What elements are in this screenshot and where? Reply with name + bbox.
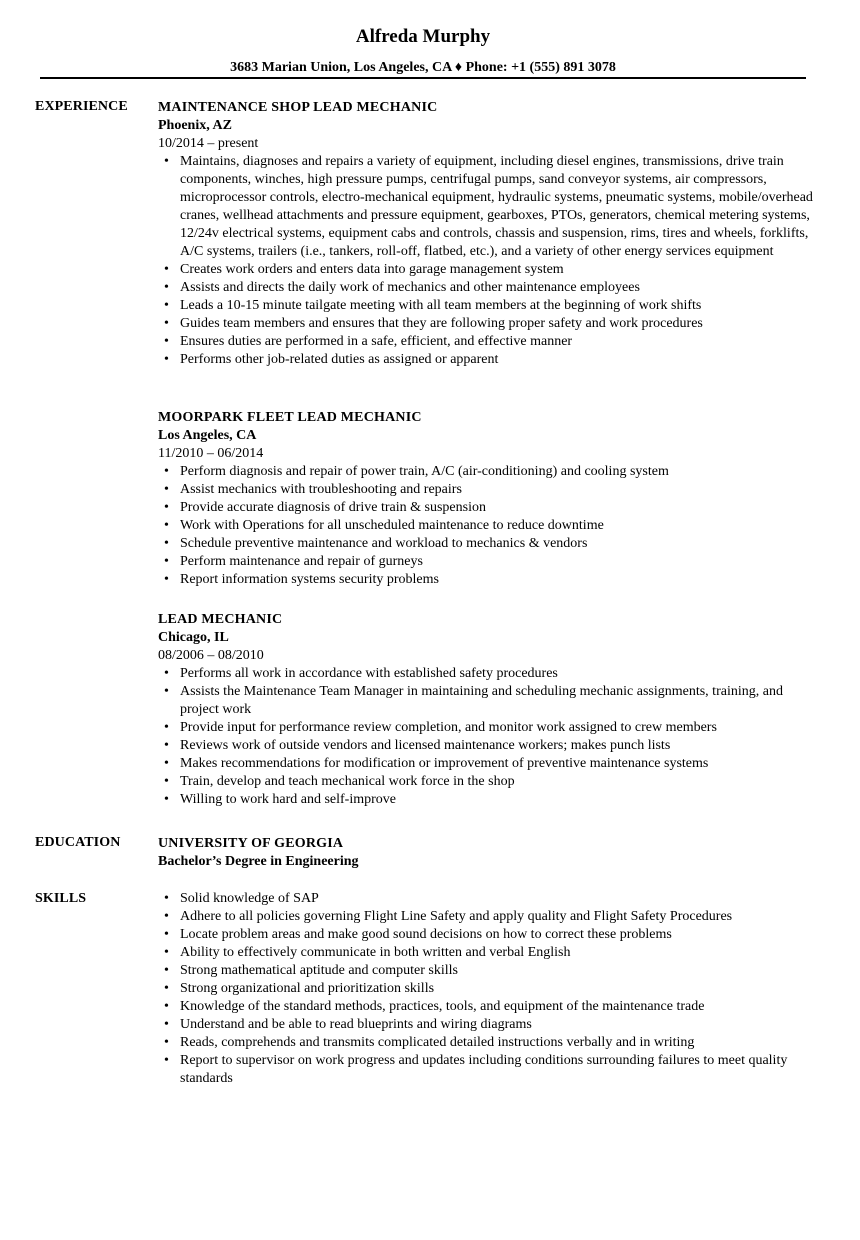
list-item: • Makes recommendations for modification or improvement of preventive maintenance systems [158,755,814,773]
list-item: • Train, develop and teach mechanical work force in the shop [158,773,814,791]
list-item: • Assists and directs the daily work of mechanics and other maintenance employees [158,279,814,297]
job-dates: 08/2006 – 08/2010 [158,648,264,663]
job-entry [158,409,814,589]
list-item: • Ability to effectively communicate in both written and verbal English [158,944,814,962]
job-location: Los Angeles, CA [158,428,257,443]
contact-line: 3683 Marian Union, Los Angeles, CA ♦ Phone: +1 (555) 891 3078 [230,60,616,75]
job-dates: 11/2010 – 06/2014 [158,446,264,461]
job-location: Phoenix, AZ [158,118,232,133]
job-duties-list [158,153,814,369]
list-item: • Maintains, diagnoses and repairs a variety of equipment, including diesel engines, transmissions, drive train components, winches, high pressure pumps, centrifugal pumps, sand conveyor systems, air compressors, microprocessor controls, electro-mechanical equipment, hydraulic systems, pneumatic systems, mobile/overhead cranes, wellhead attachments and pressure equipment, gearboxes, PTOs, generators, chemical metering systems, 12/24v electrical systems, equipment cabs and controls, chassis and suspension, rims, tires and wheels, forklifts, A/C systems, trailers (i.e., tankers, roll-off, flatbed, etc.), and a variety of other energy services equipment [158,153,814,261]
list-item: • Solid knowledge of SAP [158,890,814,908]
list-item: • Leads a 10-15 minute tailgate meeting with all team members at the beginning of work shifts [158,297,814,315]
list-item: • Performs other job-related duties as assigned or apparent [158,351,814,369]
skills-heading: SKILLS [35,891,87,906]
list-item: • Perform maintenance and repair of gurneys [158,553,814,571]
skills-list [158,890,814,1088]
school-name: UNIVERSITY OF GEORGIA [158,836,344,851]
experience-heading: EXPERIENCE [35,99,128,114]
list-item: • Willing to work hard and self-improve [158,791,814,809]
job-dates: 10/2014 – present [158,136,259,151]
skills-entry [158,890,814,1088]
list-item: • Creates work orders and enters data into garage management system [158,261,814,279]
list-item: • Assists the Maintenance Team Manager in maintaining and scheduling mechanic assignments, training, and project work [158,683,814,719]
list-item: • Strong mathematical aptitude and computer skills [158,962,814,980]
degree: Bachelor’s Degree in Engineering [158,854,359,869]
resume-header [0,26,846,77]
job-title: LEAD MECHANIC [158,612,283,627]
list-item: • Guides team members and ensures that they are following proper safety and work procedures [158,315,814,333]
list-item: • Locate problem areas and make good sound decisions on how to correct these problems [158,926,814,944]
list-item: • Assist mechanics with troubleshooting and repairs [158,481,814,499]
list-item: • Adhere to all policies governing Flight Line Safety and apply quality and Flight Safety Procedures [158,908,814,926]
list-item: • Knowledge of the standard methods, practices, tools, and equipment of the maintenance trade [158,998,814,1016]
list-item: • Perform diagnosis and repair of power train, A/C (air-conditioning) and cooling system [158,463,814,481]
job-title: MAINTENANCE SHOP LEAD MECHANIC [158,100,438,115]
education-entry [158,835,814,871]
job-entry [158,99,814,369]
job-title: MOORPARK FLEET LEAD MECHANIC [158,410,422,425]
education-heading: EDUCATION [35,835,121,850]
list-item: • Reads, comprehends and transmits complicated detailed instructions verbally and in writing [158,1034,814,1052]
header-divider [40,77,806,79]
list-item: • Understand and be able to read blueprints and wiring diagrams [158,1016,814,1034]
list-item: • Reviews work of outside vendors and licensed maintenance workers; makes punch lists [158,737,814,755]
job-duties-list [158,463,814,589]
candidate-name: Alfreda Murphy [355,26,491,47]
list-item: • Strong organizational and prioritization skills [158,980,814,998]
job-duties-list [158,665,814,809]
list-item: • Work with Operations for all unscheduled maintenance to reduce downtime [158,517,814,535]
list-item: • Provide input for performance review completion, and monitor work assigned to crew members [158,719,814,737]
list-item: • Provide accurate diagnosis of drive train & suspension [158,499,814,517]
job-location: Chicago, IL [158,630,229,645]
job-entry [158,611,814,809]
list-item: • Report to supervisor on work progress and updates including conditions surrounding failures to meet quality standards [158,1052,814,1088]
list-item: • Schedule preventive maintenance and workload to mechanics & vendors [158,535,814,553]
list-item: • Performs all work in accordance with established safety procedures [158,665,814,683]
list-item: • Report information systems security problems [158,571,814,589]
list-item: • Ensures duties are performed in a safe, efficient, and effective manner [158,333,814,351]
